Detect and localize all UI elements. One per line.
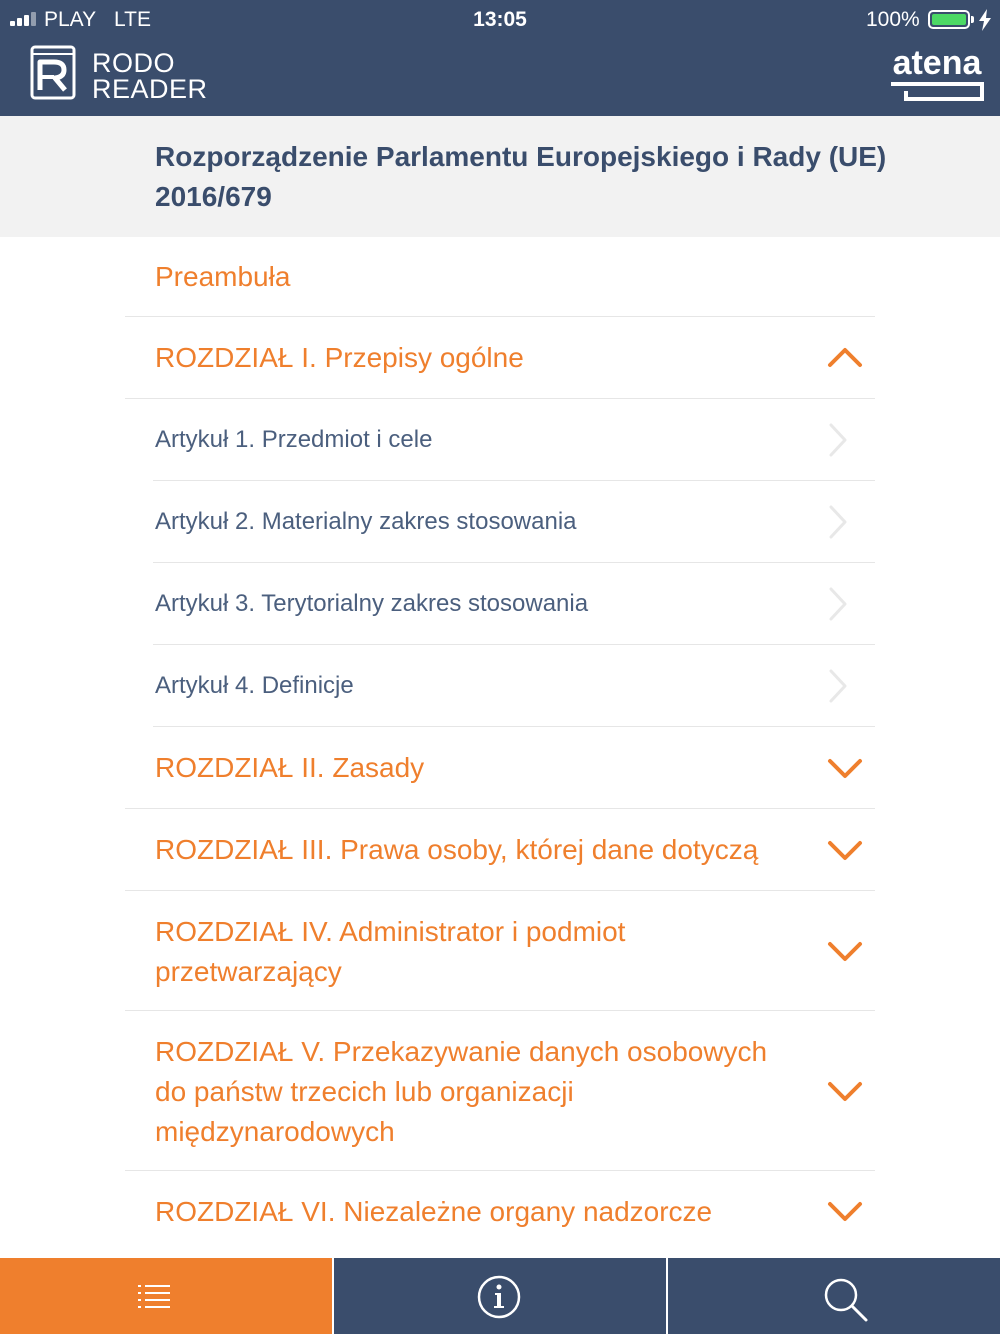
app-header (0, 0, 1000, 116)
toc-chapter-2[interactable] (125, 727, 875, 809)
brand-name (92, 50, 208, 102)
chevron-down-icon[interactable] (827, 750, 863, 786)
info-icon (477, 1275, 521, 1319)
brand-line-2: READER (92, 74, 208, 104)
toc-chapter-label: ROZDZIAŁ VI. Niezależne organy nadzorcze (155, 1196, 713, 1227)
toc-chapter-label: ROZDZIAŁ IV. Administrator i podmiot przetwarzający (155, 916, 626, 987)
toc-chapter-label: ROZDZIAŁ III. Prawa osoby, której dane dotyczą (155, 834, 759, 865)
toc-item-label: Preambuła (155, 261, 291, 292)
chevron-down-icon[interactable] (827, 1073, 863, 1109)
battery-tip (971, 16, 974, 23)
chevron-right-icon (819, 504, 855, 540)
tab-contents[interactable] (0, 1258, 332, 1334)
toc-item-preamble[interactable] (125, 237, 875, 317)
bottom-tab-bar (0, 1258, 1000, 1334)
toc-chapter-5[interactable] (125, 1011, 875, 1171)
toc-chapter-1[interactable] (125, 317, 875, 399)
toc-chapter-6[interactable] (125, 1171, 875, 1257)
toc-chapter-4[interactable] (125, 891, 875, 1011)
toc-chapter-label: ROZDZIAŁ I. Przepisy ogólne (155, 342, 524, 373)
rodo-logo-icon (30, 44, 76, 100)
battery-icon (928, 10, 970, 29)
chevron-down-icon[interactable] (827, 1193, 863, 1229)
toc-chapter-label: ROZDZIAŁ II. Zasady (155, 752, 425, 783)
chevron-up-icon[interactable] (827, 340, 863, 376)
chevron-right-icon (819, 422, 855, 458)
brand-line-1: RODO (92, 48, 175, 78)
toc-chapter-label: ROZDZIAŁ V. Przekazywanie danych osobowych do państw trzecich lub organizacji międzynarodowych (155, 1036, 768, 1147)
toc-article-1[interactable] (153, 399, 875, 481)
toc-article-label: Artykuł 3. Terytorialny zakres stosowania (155, 590, 589, 617)
toc-article-label: Artykuł 4. Definicje (155, 672, 354, 699)
tab-search[interactable] (668, 1258, 1000, 1334)
tab-info[interactable] (334, 1258, 666, 1334)
toc-article-label: Artykuł 2. Materialny zakres stosowania (155, 508, 577, 535)
chevron-down-icon[interactable] (827, 933, 863, 969)
partner-logo-text: atena (892, 44, 982, 82)
toc-article-3[interactable] (153, 563, 875, 645)
status-time: 13:05 (473, 8, 527, 31)
list-icon (138, 1284, 170, 1310)
document-title: Rozporządzenie Parlamentu Europejskiego i Rady (UE) 2016/679 (155, 141, 887, 212)
network-type: LTE (114, 8, 151, 31)
search-icon (823, 1277, 869, 1323)
toc-chapter-3[interactable] (125, 809, 875, 891)
partner-logo (890, 44, 984, 104)
toc-article-4[interactable] (153, 645, 875, 727)
chevron-right-icon (819, 668, 855, 704)
chevron-down-icon[interactable] (827, 832, 863, 868)
document-header (0, 116, 1000, 237)
battery-percent: 100% (866, 8, 920, 31)
toc-article-2[interactable] (153, 481, 875, 563)
carrier-name: PLAY (44, 8, 97, 31)
charging-bolt-icon (978, 9, 992, 31)
chevron-right-icon (819, 586, 855, 622)
toc-article-label: Artykuł 1. Przedmiot i cele (155, 426, 433, 453)
status-bar (0, 0, 1000, 40)
table-of-contents (0, 237, 1000, 1257)
partner-logo-underline-icon (890, 50, 984, 104)
